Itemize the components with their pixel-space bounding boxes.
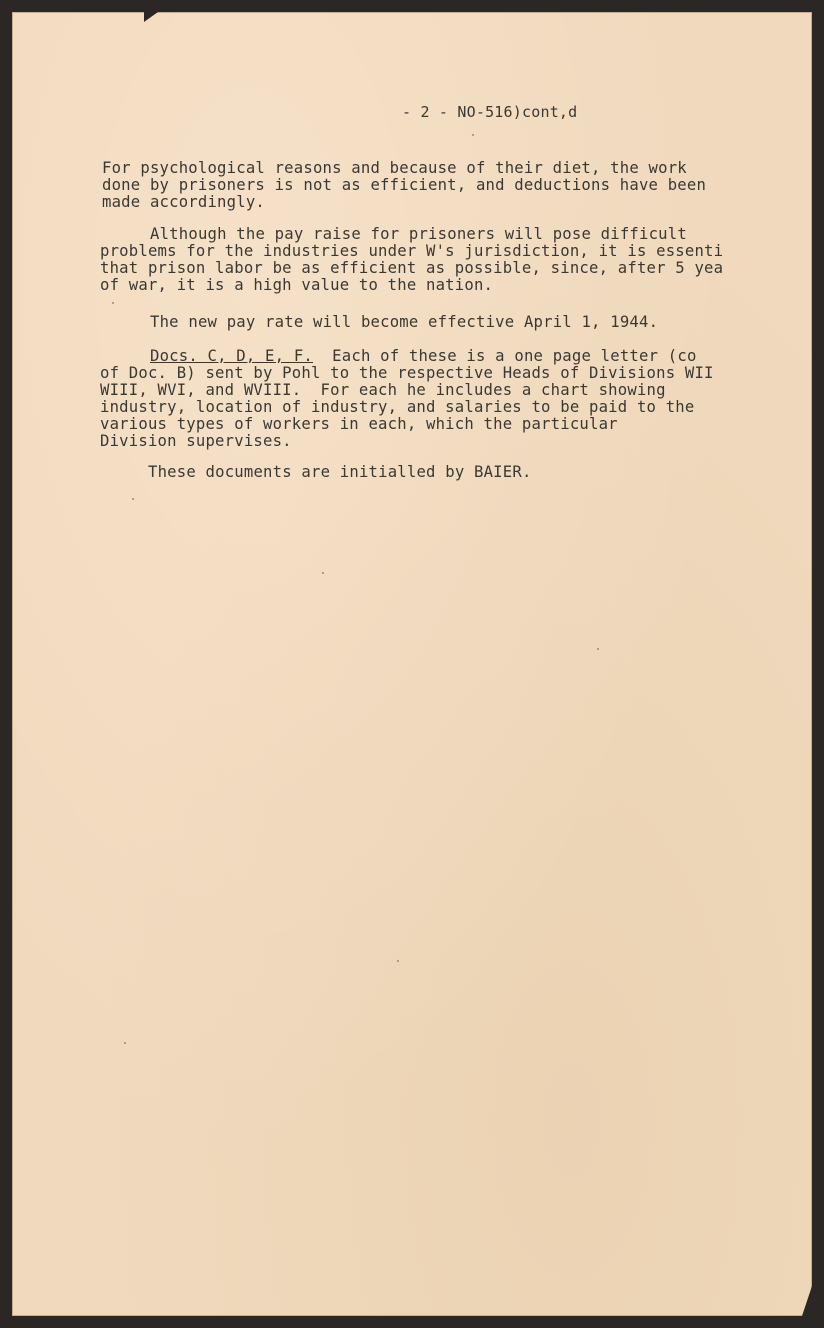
page-header: - 2 - NO-516)cont,d	[402, 103, 578, 121]
paragraph-3	[150, 314, 658, 331]
paragraph-4-line-2: of Doc. B) sent by Pohl to the respective Heads of Divisions WII	[100, 364, 714, 382]
paragraph-4	[100, 348, 714, 450]
paragraph-4-line-3: WIII, WVI, and WVIII. For each he includes a chart showing	[100, 381, 666, 399]
paper-speck	[472, 134, 474, 136]
paragraph-2-line-1: Although the pay raise for prisoners will pose difficult	[150, 225, 687, 243]
page-corner-notch	[144, 12, 158, 22]
paragraph-5	[148, 464, 532, 481]
paper-speck	[112, 302, 114, 304]
paragraph-1	[102, 160, 706, 211]
paper-speck	[397, 960, 399, 962]
page-corner-tear	[802, 1286, 812, 1316]
paragraph-1-line-3: made accordingly.	[102, 193, 265, 211]
paragraph-4-line-5: various types of workers in each, which the particular	[100, 415, 618, 433]
paragraph-5-line-1: These documents are initialled by BAIER.	[148, 463, 532, 481]
paragraph-4-line-1	[100, 348, 714, 365]
paragraph-4-line-1-text: Each of these is a one page letter (co	[313, 347, 697, 365]
docs-reference-heading: Docs. C, D, E, F.	[150, 347, 313, 365]
paragraph-2-line-2: problems for the industries under W's jurisdiction, it is essenti	[100, 242, 724, 260]
paragraph-2	[100, 226, 723, 294]
paragraph-2-line-3: that prison labor be as efficient as possible, since, after 5 yea	[100, 259, 724, 277]
paper-speck	[132, 498, 134, 500]
paper-speck	[322, 572, 324, 574]
paragraph-2-line-4: of war, it is a high value to the nation.	[100, 276, 494, 294]
paragraph-4-line-4: industry, location of industry, and salaries to be paid to the	[100, 398, 695, 416]
paragraph-1-line-1: For psychological reasons and because of their diet, the work	[102, 159, 687, 177]
document-page	[12, 12, 812, 1316]
paragraph-3-line-1: The new pay rate will become effective April 1, 1944.	[150, 313, 659, 331]
paper-speck	[597, 648, 599, 650]
paragraph-4-line-6: Division supervises.	[100, 432, 292, 450]
paper-speck	[124, 1042, 126, 1044]
paragraph-1-line-2: done by prisoners is not as efficient, and deductions have been	[102, 176, 707, 194]
